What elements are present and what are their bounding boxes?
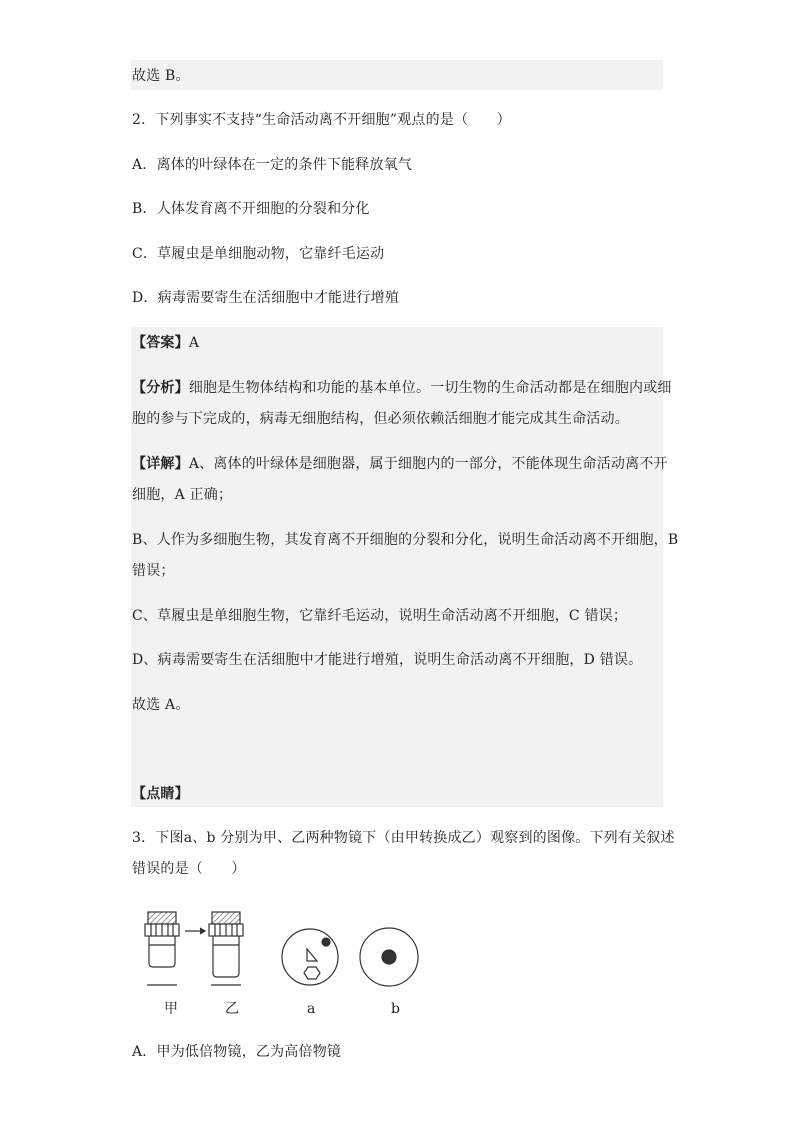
- view-a-icon: [282, 929, 338, 985]
- label-jia: 甲: [164, 1001, 178, 1017]
- label-a: a: [307, 1001, 316, 1017]
- analysis-tag: 【分析】: [132, 380, 189, 396]
- q3-stem-line2: 错误的是（ ）: [132, 861, 246, 877]
- q2-answer: [132, 333, 664, 353]
- answer-tag: 【答案】: [132, 335, 189, 351]
- q2-conclusion: 故选 A。: [132, 697, 190, 713]
- label-yi: 乙: [225, 1001, 239, 1017]
- q2-option-b: B．人体发育离不开细胞的分裂和分化: [132, 201, 370, 217]
- q2-option-c: C．草履虫是单细胞动物，它靠纤毛运动: [132, 246, 385, 262]
- q2-detail-b2: 错误；: [132, 563, 175, 579]
- q2-option-d: D．病毒需要寄生在活细胞中才能进行增殖: [132, 290, 400, 306]
- q2-analysis-line2: 胞的参与下完成的，病毒无细胞结构，但必须依赖活细胞才能完成其生命活动。: [132, 411, 629, 427]
- q2-detail-b1: B、人作为多细胞生物，其发育离不开细胞的分裂和分化，说明生命活动离不开细胞，B: [132, 532, 679, 548]
- q3-figure: [140, 905, 440, 1030]
- detail-text-1: A、离体的叶绿体是细胞器，属于细胞内的一部分，不能体现生命活动离不开: [188, 456, 668, 472]
- q3-option-a: A．甲为低倍物镜，乙为高倍物镜: [132, 1044, 342, 1060]
- q2-detail-c: C、草履虫是单细胞生物，它靠纤毛运动，说明生命活动离不开细胞，C 错误；: [132, 608, 628, 624]
- q1-conclusion: 故选 B。: [132, 68, 190, 84]
- q3-stem-line1: 3．下图a、b 分别为甲、乙两种物镜下（由甲转换成乙）观察到的图像。下列有关叙述: [132, 830, 675, 846]
- label-b: b: [391, 1001, 400, 1017]
- q2-analysis-line1: [132, 378, 672, 398]
- detail-tag: 【详解】: [132, 456, 189, 472]
- view-b-icon: [360, 928, 418, 986]
- analysis-text-1: 细胞是生物体结构和功能的基本单位。一切生物的生命活动都是在细胞内或细: [188, 380, 672, 396]
- objective-lens-diagram: [140, 905, 440, 1000]
- q2-detail-d: D、病毒需要寄生在活细胞中才能进行增殖，说明生命活动离不开细胞，D 错误。: [132, 652, 643, 668]
- q2-stem: 2．下列事实不支持“生命活动离不开细胞”观点的是（ ）: [132, 112, 511, 128]
- objective-yi-icon: [209, 912, 243, 985]
- q2-option-a: A．离体的叶绿体在一定的条件下能释放氧气: [132, 157, 413, 173]
- objective-jia-icon: [145, 912, 179, 985]
- q2-detail-line1: [132, 454, 668, 474]
- q2-comment-tag: 【点睛】: [132, 786, 189, 802]
- q2-detail-line2: 细胞，A 正确；: [132, 487, 233, 503]
- answer-value: A: [188, 335, 200, 351]
